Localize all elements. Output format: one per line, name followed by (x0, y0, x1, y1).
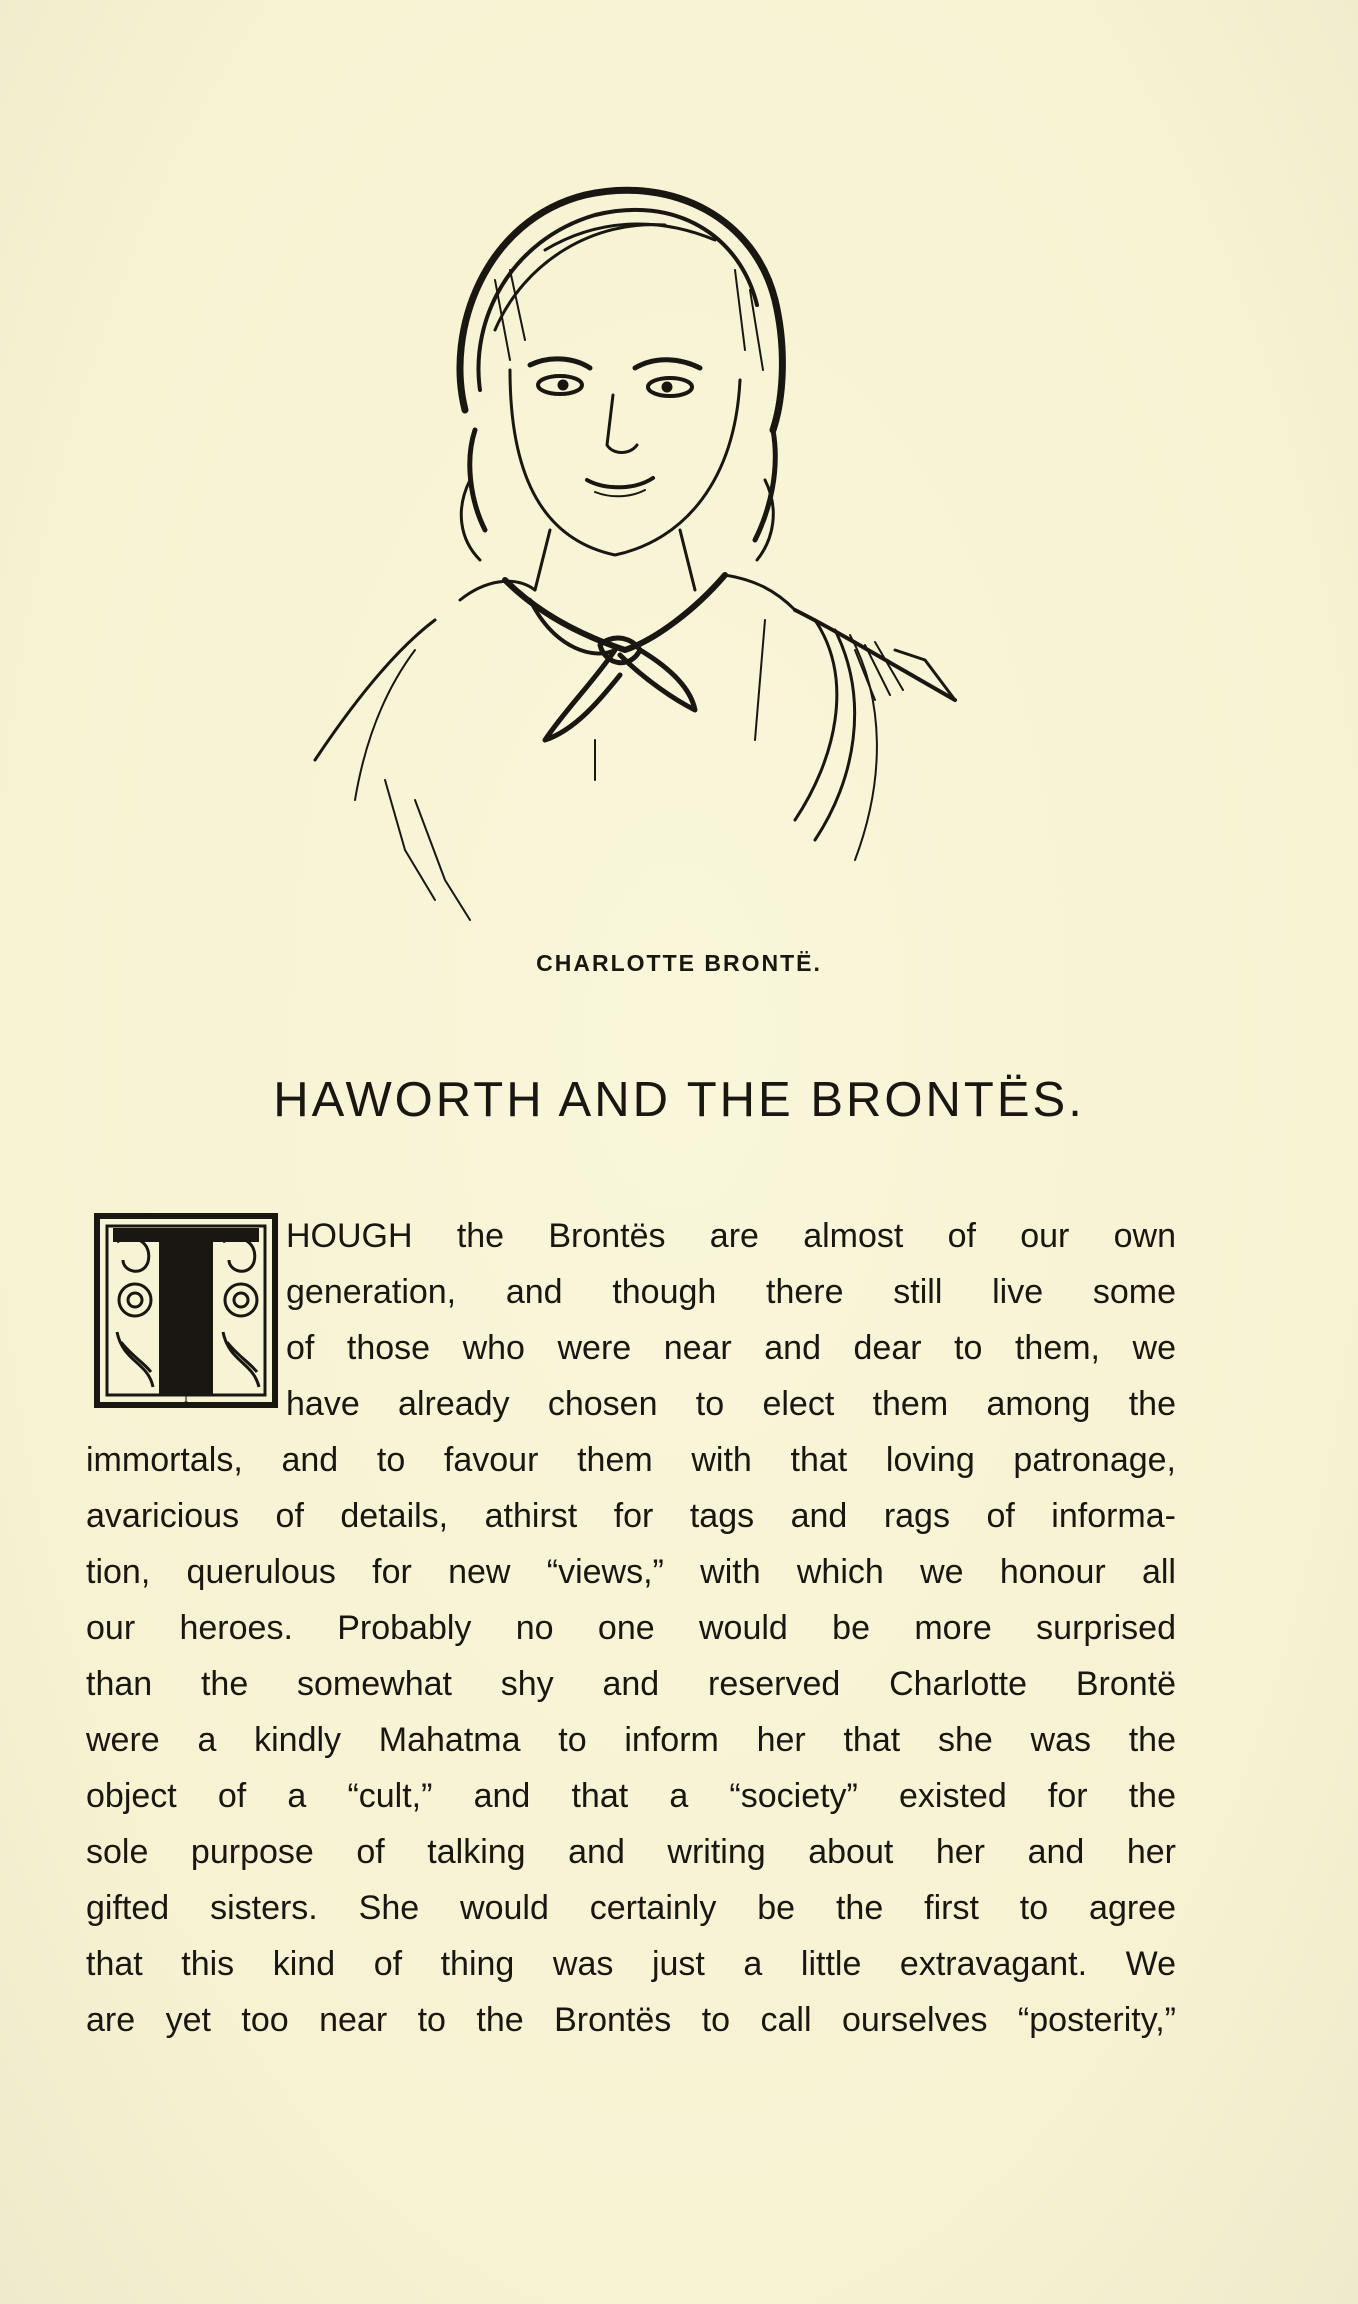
text-line: immortals, and to favour them with that loving patronage, (86, 1441, 1176, 1479)
charlotte-bronte-portrait (295, 180, 985, 940)
text-line: avaricious of details, athirst for tags and rags of informa- (86, 1497, 1176, 1535)
text-line: are yet too near to the Brontës to call ourselves “posterity,” (86, 2001, 1176, 2039)
text-line: that this kind of thing was just a little extravagant. We (86, 1945, 1176, 1983)
text-line: object of a “cult,” and that a “society” existed for the (86, 1777, 1176, 1815)
text-line: HOUGH the Brontës are almost of our own (286, 1217, 1176, 1255)
text-line: sole purpose of talking and writing about her and her (86, 1833, 1176, 1871)
text-line: our heroes. Probably no one would be more surprised (86, 1609, 1176, 1647)
body-paragraph (86, 1208, 1176, 2048)
text-line: were a kindly Mahatma to inform her that she was the (86, 1721, 1176, 1759)
drop-cap-letter: T (182, 1391, 190, 1405)
text-line: of those who were near and dear to them, we (286, 1329, 1176, 1367)
chapter-title: HAWORTH AND THE BRONTËS. (273, 1073, 1085, 1127)
text-line: gifted sisters. She would certainly be the first to agree (86, 1889, 1176, 1927)
text-line: than the somewhat shy and reserved Charlotte Brontë (86, 1665, 1176, 1703)
text-line: tion, querulous for new “views,” with which we honour all (86, 1553, 1176, 1591)
portrait-caption: CHARLOTTE BRONTË. (536, 950, 822, 976)
text-line: have already chosen to elect them among the (286, 1385, 1176, 1423)
text-line: generation, and though there still live some (286, 1273, 1176, 1311)
